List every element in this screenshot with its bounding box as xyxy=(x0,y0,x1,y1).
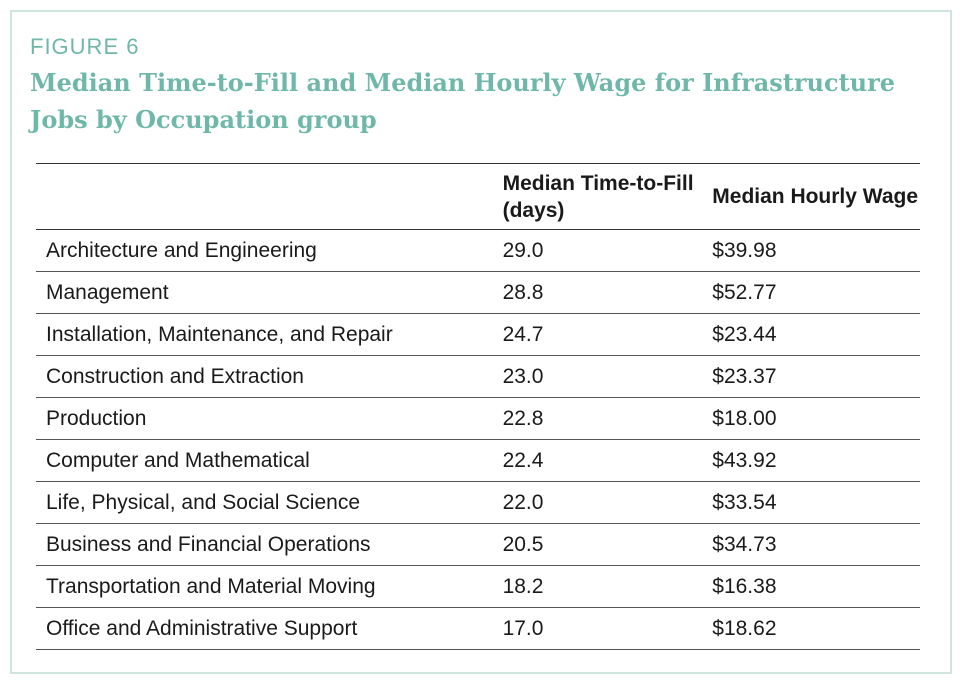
cell-occupation: Architecture and Engineering xyxy=(46,238,317,262)
cell-occupation: Management xyxy=(46,280,169,304)
cell-time-to-fill: 17.0 xyxy=(502,616,544,640)
table-row xyxy=(36,482,920,524)
cell-time-to-fill: 28.8 xyxy=(502,280,544,304)
cell-time-to-fill: 22.8 xyxy=(502,406,544,430)
cell-hourly-wage: $39.98 xyxy=(712,238,777,262)
figure-label: FIGURE 6 xyxy=(30,34,140,59)
cell-occupation: Life, Physical, and Social Science xyxy=(46,490,361,514)
cell-hourly-wage: $43.92 xyxy=(712,448,777,472)
cell-hourly-wage: $23.44 xyxy=(712,322,777,346)
cell-time-to-fill: 23.0 xyxy=(502,364,544,388)
header-hourly-wage: Median Hourly Wage xyxy=(712,185,919,208)
cell-time-to-fill: 22.0 xyxy=(502,490,544,514)
cell-hourly-wage: $34.73 xyxy=(712,532,777,556)
table-row xyxy=(36,272,920,314)
cell-occupation: Computer and Mathematical xyxy=(46,448,310,472)
table-row xyxy=(36,566,920,608)
figure-title: Median Time-to-Fill and Median Hourly Wage for Infrastructure Jobs by Occupation group xyxy=(30,68,896,134)
cell-time-to-fill: 24.7 xyxy=(502,322,544,346)
table-body xyxy=(36,230,920,650)
data-table xyxy=(36,163,920,650)
cell-hourly-wage: $33.54 xyxy=(712,490,777,514)
table-row xyxy=(36,440,920,482)
header-time-to-fill: Median Time-to-Fill (days) xyxy=(502,171,694,222)
table-row xyxy=(36,356,920,398)
table-row xyxy=(36,398,920,440)
cell-occupation: Installation, Maintenance, and Repair xyxy=(46,322,393,346)
table-row xyxy=(36,524,920,566)
cell-hourly-wage: $16.38 xyxy=(712,574,777,598)
cell-hourly-wage: $23.37 xyxy=(712,364,777,388)
cell-hourly-wage: $52.77 xyxy=(712,280,777,304)
cell-time-to-fill: 22.4 xyxy=(502,448,544,472)
table-row xyxy=(36,608,920,650)
header-occupation xyxy=(36,164,503,230)
cell-time-to-fill: 29.0 xyxy=(502,238,544,262)
cell-occupation: Construction and Extraction xyxy=(46,364,304,388)
cell-hourly-wage: $18.00 xyxy=(712,406,777,430)
cell-occupation: Production xyxy=(46,406,147,430)
cell-occupation: Office and Administrative Support xyxy=(46,616,358,640)
cell-occupation: Business and Financial Operations xyxy=(46,532,371,556)
cell-occupation: Transportation and Material Moving xyxy=(46,574,376,598)
cell-hourly-wage: $18.62 xyxy=(712,616,777,640)
table-header-row xyxy=(36,164,920,230)
cell-time-to-fill: 18.2 xyxy=(502,574,544,598)
cell-time-to-fill: 20.5 xyxy=(502,532,544,556)
table-row xyxy=(36,314,920,356)
table-row xyxy=(36,230,920,272)
